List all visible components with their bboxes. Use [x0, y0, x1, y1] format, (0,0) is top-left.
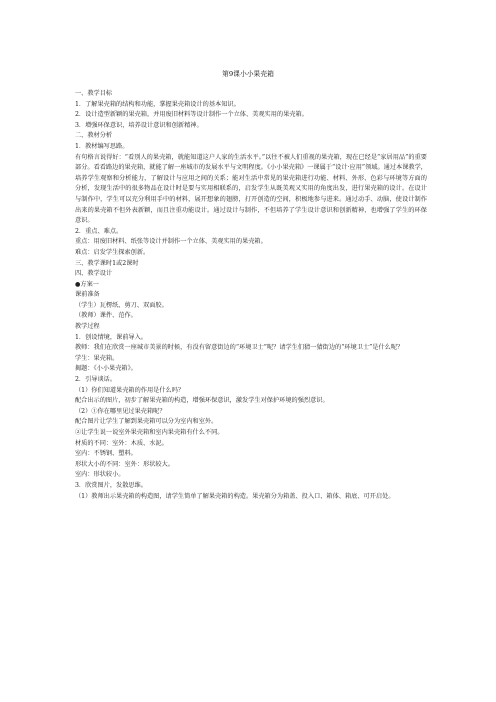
text-line: 揭题：《小小果壳箱》。: [75, 365, 137, 373]
text-line: ●方案一: [75, 280, 99, 288]
text-line: （学生）瓦楞纸、剪刀、双面胶。: [75, 301, 168, 309]
text-line: 1．了解果壳箱的结构和功能，掌握果壳箱设计的基本知识。: [75, 100, 240, 108]
text-line: 室内：不锈钢、塑料。: [75, 450, 137, 458]
text-line: 3．欣赏图片，发散思维。: [75, 481, 147, 489]
text-paragraph: （1）教师出示果壳箱的构造图，请学生简单了解果壳箱的构造。果壳箱分为箱盖、投入口、箱体、箱底、可开启处。: [75, 492, 395, 500]
text-line: 二、教材分析: [75, 132, 113, 140]
text-line: 三、教学课时1或2课时: [75, 259, 139, 267]
text-line: 配合出示的图片，初步了解果壳箱的构造，增强环保意识，激发学生对保护环境的强烈意识。: [75, 397, 329, 405]
text-line: 2．设计造型新颖的果壳箱，并用废旧材料等设计制作一个立体、美观实用的果壳箱。: [75, 111, 308, 119]
text-line: 2．引导谈话。: [75, 376, 117, 384]
text-line: （1）你们知道果壳箱的作用是什么吗？: [75, 386, 185, 394]
text-line: 课前准备: [75, 291, 100, 299]
text-line: 四、教学设计: [75, 270, 113, 278]
text-line: 一、教学目标: [75, 90, 113, 97]
text-line: 3．增强环保意识，培养设计意识和创新精神。: [75, 121, 203, 129]
text-line: ②让学生说一说室外果壳箱和室内果壳箱有什么不同。: [75, 429, 224, 436]
text-line: 重点：用废旧材料、纸张等设计并制作一个立体、美观实用的果壳箱。: [75, 238, 267, 246]
text-line: 形状大小的不同：室外：形状较大。: [75, 460, 174, 468]
text-line: 学生：果壳箱。: [75, 354, 119, 362]
text-line: 教学过程: [75, 323, 100, 331]
text-line: 室内：形状较小。: [75, 471, 125, 479]
text-line: 1．创设情境，课前导入。: [75, 333, 147, 341]
text-line: 1．教材编写思路。: [75, 142, 129, 150]
text-paragraph: 有句格言说得好：“看别人的果壳箱，就能知道这户人家的生活水平。”以往不被人们重视的果壳箱，现在已经是“家居用品”的重要部分。看看路边的果壳箱，就能了解一座城市的发展水平与文明程度。《小小果壳箱》一课属于“设计·应用”领域。通过本课教学，培养学生观察和分析能力，了解设计与应用之间的关系；能对生活中常见的果壳箱进行功能、材料、外形、色彩与环境等方面的分析，发现生活中的很多物品在设计时是要与实用相联系的，启发学生从既美观又实用的角度出发，进行果壳箱的设计。在设计与制作中，学生可以充分利用手中的材料，展开想象的翅膀，打开创造的空间，积极地参与进来。通过动手、动脑，使设计制作出来的果壳箱不但外表新颖，而且注重功能设计。通过设计与制作，不但培养了学生设计意识和创新精神，也增强了学生的环保意识。: [75, 153, 427, 225]
text-line: 难点：启发学生探索创新。: [75, 248, 150, 256]
text-line: （2）①你在哪里见过果壳箱呢？: [75, 407, 166, 415]
text-line: （教师）课件、范作。: [75, 312, 137, 320]
text-line: 配合图片让学生了解到果壳箱可以分为室内和室外。: [75, 418, 218, 426]
document-title: 第9课小小果壳箱: [222, 70, 274, 78]
text-line: 2．重点、难点。: [75, 227, 123, 235]
document-body: [75, 89, 427, 502]
text-line: 材质的不同：室外：木质、水泥。: [75, 439, 168, 447]
text-paragraph: 教师：我们在欣赏一座城市美景的时候，有没有留意街边的“环境卫士”呢？请学生们猜一猜街边的“环境卫士”是什么呢？: [75, 344, 404, 352]
